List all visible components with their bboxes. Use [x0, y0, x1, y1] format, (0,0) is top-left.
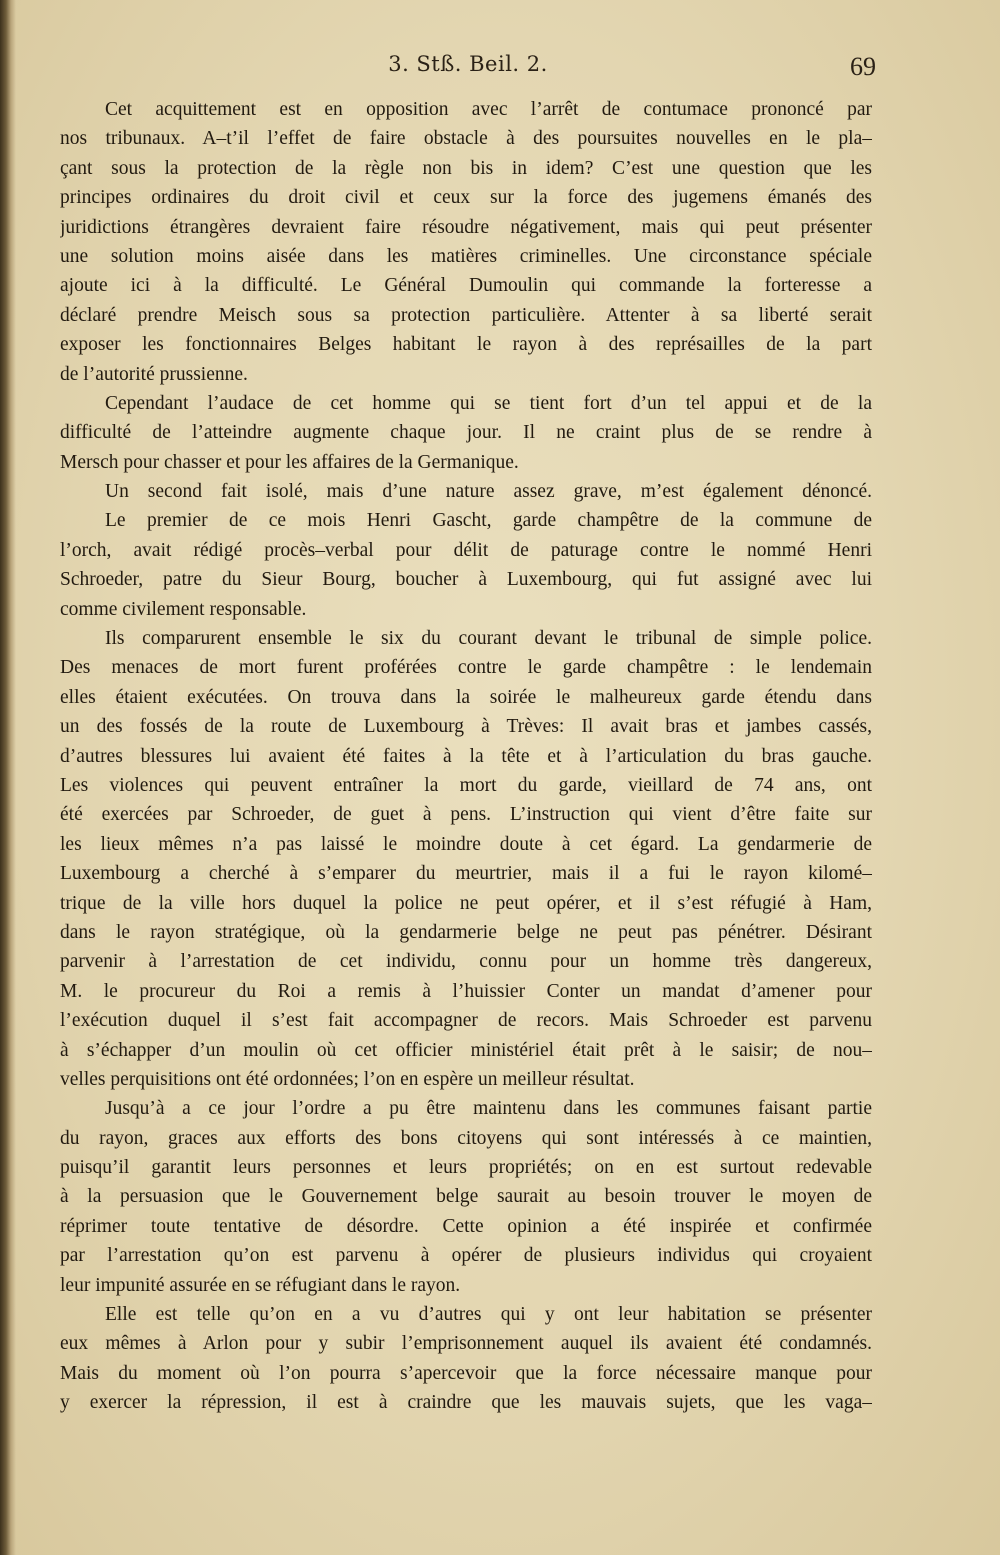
text-line: eux mêmes à Arlon pour y subir l’emprisonnement auquel ils avaient été condamnés.	[60, 1333, 872, 1355]
text-line: Elle est telle qu’on en a vu d’autres qui y ont leur habitation se présenter	[105, 1304, 872, 1326]
text-line: les lieux mêmes n’a pas laissé le moindre doute à cet égard. La gendarmerie de	[60, 833, 872, 855]
text-line: juridictions étrangères devraient faire résoudre négativement, mais qui peut présenter	[60, 216, 872, 238]
text-line: Schroeder, patre du Sieur Bourg, boucher à Luxembourg, qui fut assigné avec lui	[60, 569, 872, 591]
text-line: çant sous la protection de la règle non bis in idem? C’est une question que les	[60, 157, 872, 179]
text-line: Cet acquittement est en opposition avec l’arrêt de contumace prononcé par	[105, 99, 872, 120]
text-line: comme civilement responsable.	[60, 598, 307, 620]
text-line: Mersch pour chasser et pour les affaires de la Germanique.	[60, 451, 519, 473]
text-line: l’exécution duquel il s’est fait accompagner de recors. Mais Schroeder est parvenu	[60, 1010, 872, 1032]
body-text	[60, 95, 872, 1418]
text-line: à s’échapper d’un moulin où cet officier ministériel était prêt à le saisir; de nou–	[60, 1039, 872, 1061]
text-line: leur impunité assurée en se réfugiant dans le rayon.	[60, 1274, 461, 1296]
text-line: dans le rayon stratégique, où la gendarmerie belge ne peut pas pénétrer. Désirant	[60, 921, 872, 943]
text-line: de l’autorité prussienne.	[60, 363, 248, 385]
running-head: 3. Stß. Beil. 2.	[388, 52, 548, 76]
text-line: Mais du moment où l’on pourra s’apercevoir que la force nécessaire manque pour	[60, 1362, 872, 1384]
text-line: trique de la ville hors duquel la police ne peut opérer, et il s’est réfugié à Ham,	[60, 892, 872, 914]
text-line: Jusqu’à a ce jour l’ordre a pu être maintenu dans les communes faisant partie	[105, 1098, 872, 1120]
page-header	[60, 52, 876, 84]
text-line: à la persuasion que le Gouvernement belge saurait au besoin trouver le moyen de	[60, 1186, 872, 1208]
text-line: parvenir à l’arrestation de cet individu, connu pour un homme très dangereux,	[60, 951, 872, 973]
text-line: ajoute ici à la difficulté. Le Général Dumoulin qui commande la forteresse a	[60, 275, 872, 297]
page-number: 69	[850, 52, 876, 81]
page-spine-shadow	[0, 0, 16, 1555]
text-line: Des menaces de mort furent proférées contre le garde champêtre : le lendemain	[60, 657, 872, 679]
text-line: y exercer la répression, il est à craindre que les mauvais sujets, que les vaga–	[60, 1392, 872, 1414]
text-line: par l’arrestation qu’on est parvenu à opérer de plusieurs individus qui croyaient	[60, 1245, 872, 1267]
text-line: difficulté de l’atteindre augmente chaque jour. Il ne craint plus de se rendre à	[60, 422, 872, 444]
text-line: une solution moins aisée dans les matières criminelles. Une circonstance spéciale	[60, 245, 872, 267]
text-line: Le premier de ce mois Henri Gascht, garde champêtre de la commune de	[105, 510, 872, 532]
text-line: exposer les fonctionnaires Belges habitant le rayon à des représailles de la part	[60, 334, 872, 356]
text-line: été exercées par Schroeder, de guet à pens. L’instruction qui vient d’être faite sur	[60, 804, 872, 826]
text-line: velles perquisitions ont été ordonnées; l’on en espère un meilleur résultat.	[60, 1068, 635, 1090]
text-line: Ils comparurent ensemble le six du courant devant le tribunal de simple police.	[105, 628, 872, 650]
text-line: Les violences qui peuvent entraîner la mort du garde, vieillard de 74 ans, ont	[60, 774, 872, 796]
text-line: déclaré prendre Meisch sous sa protection particulière. Attenter à sa liberté serait	[60, 304, 872, 326]
text-line: du rayon, graces aux efforts des bons citoyens qui sont intéressés à ce maintien,	[60, 1127, 872, 1149]
text-line: réprimer toute tentative de désordre. Cette opinion a été inspirée et confirmée	[60, 1215, 872, 1237]
text-line: d’autres blessures lui avaient été faites à la tête et à l’articulation du bras gauche.	[60, 745, 872, 767]
text-line: Un second fait isolé, mais d’une nature assez grave, m’est également dénoncé.	[105, 481, 872, 503]
text-line: Luxembourg a cherché à s’emparer du meurtrier, mais il a fui le rayon kilomé–	[60, 863, 872, 885]
text-line: nos tribunaux. A–t’il l’effet de faire obstacle à des poursuites nouvelles en le pla–	[60, 128, 872, 150]
text-line: l’orch, avait rédigé procès–verbal pour délit de paturage contre le nommé Henri	[60, 539, 872, 561]
text-line: M. le procureur du Roi a remis à l’huissier Conter un mandat d’amener pour	[60, 980, 872, 1002]
text-line: un des fossés de la route de Luxembourg à Trèves: Il avait bras et jambes cassés,	[60, 716, 872, 738]
text-line: puisqu’il garantit leurs personnes et leurs propriétés; on en est surtout redevable	[60, 1157, 872, 1179]
text-line: principes ordinaires du droit civil et ceux sur la force des jugemens émanés des	[60, 187, 872, 209]
text-line: elles étaient exécutées. On trouva dans la soirée le malheureux garde étendu dans	[60, 686, 872, 708]
text-line: Cependant l’audace de cet homme qui se tient fort d’un tel appui et de la	[105, 392, 872, 414]
